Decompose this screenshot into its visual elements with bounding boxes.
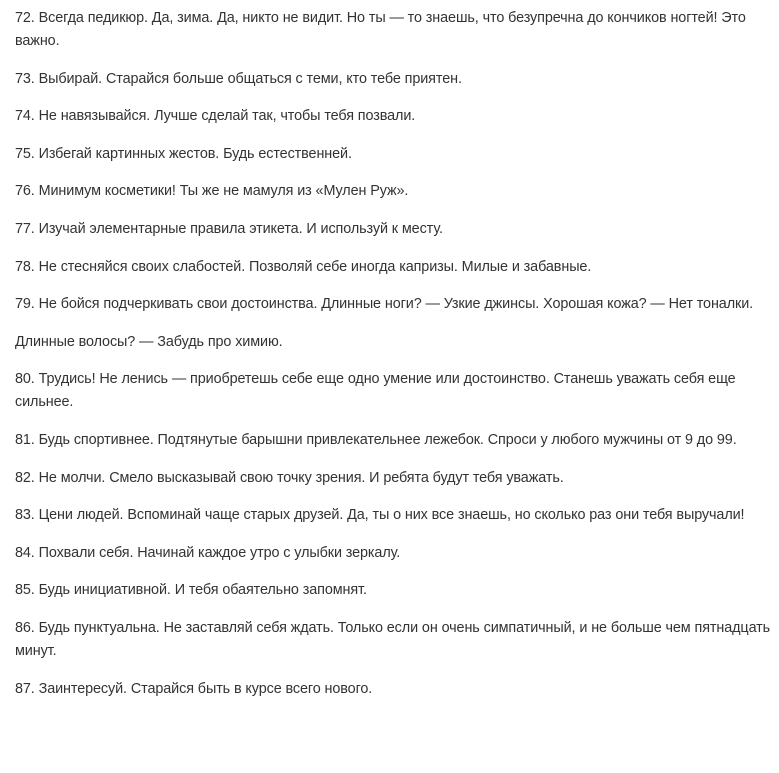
paragraph-72: 72. Всегда педикюр. Да, зима. Да, никто не видит. Но ты — то знаешь, что безупречна до кончиков ногтей! Это важно. [15, 10, 746, 49]
paragraph-81: 81. Будь спортивнее. Подтянутые барышни привлекательнее лежебок. Спроси у любого мужчины от 9 до 99. [15, 431, 737, 448]
article-body [15, 7, 771, 715]
paragraph-86: 86. Будь пунктуальна. Не заставляй себя ждать. Только если он очень симпатичный, и не больше чем пятнадцать минут. [15, 619, 771, 659]
paragraph-87: 87. Заинтересуй. Старайся быть в курсе всего нового. [15, 680, 373, 697]
paragraph-84: 84. Похвали себя. Начинай каждое утро с улыбки зеркалу. [15, 544, 401, 561]
paragraph-75: 75. Избегай картинных жестов. Будь естественней. [15, 145, 352, 162]
paragraph-80: 80. Трудись! Не ленись — приобретешь себе еще одно умение или достоинство. Станешь уважать себя еще сильнее. [15, 371, 736, 411]
paragraph-74: 74. Не навязывайся. Лучше сделай так, чтобы тебя позвали. [15, 108, 416, 125]
paragraph-78: 78. Не стесняйся своих слабостей. Позволяй себе иногда капризы. Милые и забавные. [15, 258, 592, 275]
paragraph-79: 79. Не бойся подчеркивать свои достоинства. Длинные ноги? — Узкие джинсы. Хорошая кожа? — Нет тоналки. [15, 296, 754, 313]
paragraph-73: 73. Выбирай. Старайся больше общаться с теми, кто тебе приятен. [15, 70, 462, 87]
paragraph-85: 85. Будь инициативной. И тебя обаятельно запомнят. [15, 582, 367, 599]
paragraph-83: 83. Цени людей. Вспоминай чаще старых друзей. Да, ты о них все знаешь, но сколько раз они тебя выручали! [15, 507, 745, 524]
paragraph-77: 77. Изучай элементарные правила этикета. И используй к месту. [15, 220, 443, 237]
paragraph-82: 82. Не молчи. Смело высказывай свою точку зрения. И ребята будут тебя уважать. [15, 469, 564, 486]
paragraph-79-continued: Длинные волосы? — Забудь про химию. [15, 333, 283, 350]
paragraph-76: 76. Минимум косметики! Ты же не мамуля из «Мулен Руж». [15, 183, 409, 200]
